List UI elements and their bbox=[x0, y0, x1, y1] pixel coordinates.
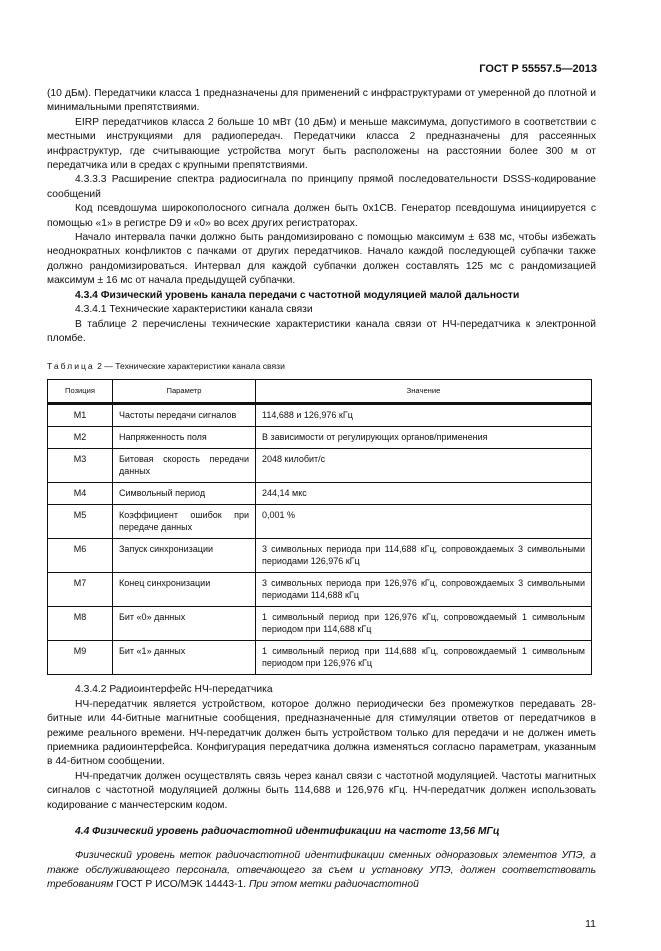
paragraph: EIRP передатчиков класса 2 больше 10 мВт (10 дБм) и меньше максимума, допустимого в соответствии с местными инструкциями для радиопередач. Передатчики класса 2 предназначены для рассеянных инфраструктур, где считывающие устройства могут быть расположены на расстоянии более 300 м от передатчика или в средах с крупными препятствиями. bbox=[47, 116, 596, 172]
table-caption-label: Таблица bbox=[47, 361, 95, 372]
position-cell: М1 bbox=[48, 404, 113, 427]
column-header: Параметр bbox=[113, 380, 256, 404]
parameter-cell: Бит «1» данных bbox=[113, 641, 256, 675]
position-cell: М5 bbox=[48, 505, 113, 539]
position-cell: М9 bbox=[48, 641, 113, 675]
position-cell: М8 bbox=[48, 607, 113, 641]
table-row bbox=[48, 573, 592, 607]
value-cell: В зависимости от регулирующих органов/применения bbox=[256, 427, 592, 449]
parameter-cell: Битовая скорость передачи данных bbox=[113, 449, 256, 483]
section-heading: 4.3.4 Физический уровень канала передачи с частотной модуляцией малой дальности bbox=[75, 289, 520, 301]
paragraph: НЧ-предатчик должен осуществлять связь через канал связи с частотной модуляцией. Частоты магнитных сигналов с частотной модуляцией должны быть 114,688 и 126,976 кГц. НЧ-передатчик должен использовать кодирование с манчестерским кодом. bbox=[47, 770, 596, 811]
value-cell: 0,001 % bbox=[256, 505, 592, 539]
value-cell: 1 символьный период при 126,976 кГц, сопровождаемый 1 символьным периодом при 114,688 кГц bbox=[256, 607, 592, 641]
section-heading: 4.4 Физический уровень радиочастотной идентификации на частоте 13,56 МГц bbox=[75, 825, 500, 837]
parameter-cell: Частоты передачи сигналов bbox=[113, 404, 256, 427]
characteristics-table bbox=[47, 379, 592, 675]
table-row bbox=[48, 427, 592, 449]
parameter-cell: Конец синхронизации bbox=[113, 573, 256, 607]
value-cell: 1 символьный период при 114,688 кГц, сопровождаемый 1 символьным периодом при 126,976 кГц bbox=[256, 641, 592, 675]
position-cell: М2 bbox=[48, 427, 113, 449]
parameter-cell: Коэффициент ошибок при передаче данных bbox=[113, 505, 256, 539]
paragraph: Код псевдошума широкополосного сигнала должен быть 0х1СВ. Генератор псевдошума инициируется с помощью «1» в регистре D9 и «0» во всех других регистраторах. bbox=[47, 203, 596, 229]
subsection-heading: 4.3.4.1 Технические характеристики канала связи bbox=[75, 304, 313, 316]
column-header: Значение bbox=[256, 380, 592, 404]
italic-text: Физический уровень меток радиочастотной идентификации сменных одноразовых элементов УПЭ, а также обслуживающего персонала, отвечающего за съем и установку УПЭ, должен соответствовать требованиям bbox=[47, 850, 596, 891]
value-cell: 2048 килобит/с bbox=[256, 449, 592, 483]
table-row bbox=[48, 483, 592, 505]
document-header-id: ГОСТ Р 55557.5—2013 bbox=[479, 63, 597, 75]
italic-text: При этом метки радиочастотной bbox=[248, 879, 419, 891]
table-caption bbox=[47, 360, 596, 372]
position-cell: М7 bbox=[48, 573, 113, 607]
parameter-cell: Запуск синхронизации bbox=[113, 539, 256, 573]
column-header: Позиция bbox=[48, 380, 113, 404]
paragraph: В таблице 2 перечислены технические характеристики канала связи от НЧ-передатчика к электронной пломбе. bbox=[47, 318, 596, 344]
parameter-cell: Символьный период bbox=[113, 483, 256, 505]
page-body bbox=[47, 0, 596, 951]
value-cell: 3 символьных периода при 126,976 кГц, сопровождаемых 3 символьными периодами 114,688 кГц bbox=[256, 573, 592, 607]
parameter-cell: Напряженность поля bbox=[113, 427, 256, 449]
table-row bbox=[48, 449, 592, 483]
value-cell: 244,14 мкс bbox=[256, 483, 592, 505]
page-number: 11 bbox=[585, 917, 596, 930]
table-header-row bbox=[48, 380, 592, 404]
subsection-heading: 4.3.4.2 Радиоинтерфейс НЧ-передатчика bbox=[75, 684, 273, 696]
position-cell: М4 bbox=[48, 483, 113, 505]
table-row bbox=[48, 404, 592, 427]
table-row bbox=[48, 505, 592, 539]
standard-reference: ГОСТ Р ИСО/МЭК 14443-1. bbox=[113, 879, 249, 891]
table-row bbox=[48, 539, 592, 573]
position-cell: М6 bbox=[48, 539, 113, 573]
paragraph: (10 дБм). Передатчики класса 1 предназначены для применений с инфраструктурами от умеренной до плотной и минимальными препятствиями. bbox=[47, 88, 596, 114]
paragraph: Начало интервала пачки должно быть рандомизировано с помощью максимум ± 638 мс, чтобы избежать неоднократных конфликтов с пачками от других передатчиков. Начало каждой последующей субпачки также должно рандомизироваться. Интервал для каждой субпачки должен составлять 125 мс с рандомизацией максимум ± 16 мс от начала предыдущей субпачки. bbox=[47, 232, 596, 287]
table-row bbox=[48, 641, 592, 675]
parameter-cell: Бит «0» данных bbox=[113, 607, 256, 641]
paragraph bbox=[47, 849, 596, 892]
table-row bbox=[48, 607, 592, 641]
paragraph: НЧ-передатчик является устройством, которое должно периодически без промежутков передавать 28-битные или 44-битные магнитные сообщения, предназначенные для стимуляции ответов от передатчиков в режиме реального времени. НЧ-передатчик должен быть устройством только для передачи и не должен иметь приемника радиоинтерфейса. Конфигурация передатчика должна изменяться согласно параметрам, указанным в 44-битном сообщении. bbox=[47, 698, 596, 768]
subsection-heading: 4.3.3.3 Расширение спектра радиосигнала по принципу прямой последовательности DSSS-кодирование сообщений bbox=[47, 174, 596, 200]
value-cell: 3 символьных периода при 114,688 кГц, сопровождаемых 3 символьными периодами 126,976 кГц bbox=[256, 539, 592, 573]
table-caption-text: 2 — Технические характеристики канала связи bbox=[97, 361, 285, 372]
position-cell: М3 bbox=[48, 449, 113, 483]
value-cell: 114,688 и 126,976 кГц bbox=[256, 404, 592, 427]
